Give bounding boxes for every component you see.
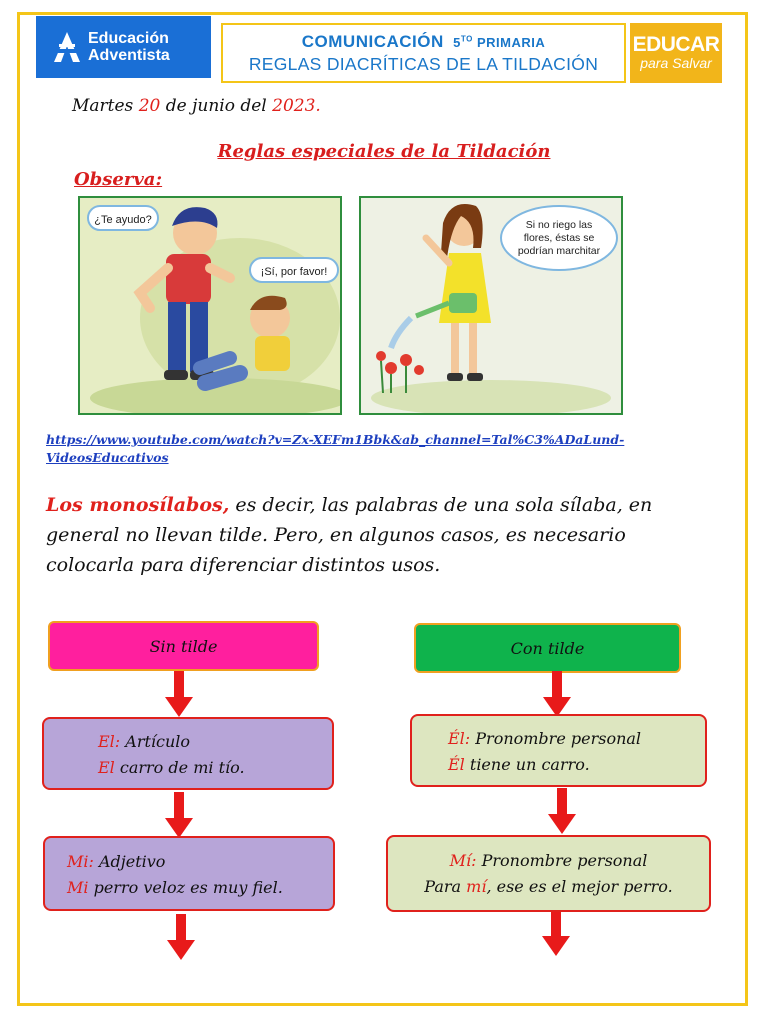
el-articulo-box [42, 717, 334, 790]
bubble-line-3: podrían marchitar [517, 245, 601, 257]
logo-line-1: Educación [88, 30, 169, 47]
down-arrow-icon [165, 671, 193, 717]
header-title-box [221, 23, 626, 83]
monosilabos-paragraph [46, 490, 686, 580]
bubble-te-ayudo: ¿Te ayudo? [94, 214, 152, 226]
el2-definition: Él: Pronombre personal [448, 729, 642, 748]
down-arrow-icon [543, 671, 571, 717]
educacion-adventista-logo [36, 16, 211, 78]
date-line: Martes 20 de junio del 2023. [72, 96, 321, 116]
educar-para-salvar-logo [630, 23, 722, 83]
sin-tilde-header: Sin tilde [48, 621, 319, 671]
logo-right-big: EDUCAR [632, 33, 720, 56]
mi-definition: Mi: Adjetivo [67, 852, 166, 871]
date-year: 2023. [272, 96, 321, 116]
logo-right-small: para Salvar [640, 55, 712, 71]
paragraph-body: es decir, las palabras de una sola sílaba, en general no llevan tilde. Pero, en algunos casos, es necesario colocarla para diferenciar distintos usos. [46, 494, 653, 576]
date-day: 20 [138, 96, 161, 116]
bubble-si-por-favor: ¡Sí, por favor! [260, 266, 328, 278]
el2-example: Él tiene un carro. [448, 755, 590, 774]
subject-title: COMUNICACIÓN [301, 32, 444, 51]
el-definition: El: Artículo [98, 732, 191, 751]
el-example: El carro de mi tío. [98, 758, 245, 777]
con-tilde-header: Con tilde [414, 623, 681, 673]
section-title: Reglas especiales de la Tildación [217, 141, 551, 162]
el-pronombre-box [410, 714, 707, 787]
header-title [223, 32, 624, 52]
paragraph-highlight: Los monosílabos, [46, 494, 230, 516]
grade: $5^{TO}$ PRIMARIA [453, 34, 546, 50]
down-arrow-icon [548, 788, 576, 834]
down-arrow-icon [165, 792, 193, 838]
observa-label: Observa: [74, 169, 163, 190]
logo-line-2: Adventista [88, 47, 170, 64]
down-arrow-icon [542, 910, 570, 956]
illustration-boy-helping [78, 196, 342, 415]
mi2-definition: Mí: Pronombre personal [449, 851, 648, 870]
adventista-a-icon [54, 32, 80, 62]
youtube-video-link[interactable]: https://www.youtube.com/watch?v=Zx-XEFm1Bbk&ab_channel=Tal%C3%ADaLund-VideosEducativos [46, 432, 625, 465]
down-arrow-icon [167, 914, 195, 960]
mi-example: Mi perro veloz es muy fiel. [67, 878, 283, 897]
illustration-girl-watering [359, 196, 623, 415]
header-subtitle: REGLAS DIACRÍTICAS DE LA TILDACIÓN [248, 54, 599, 74]
bubble-line-1: Si no riego las [525, 219, 593, 231]
mi-adjetivo-box [43, 836, 335, 911]
mi-pronombre-box [386, 835, 711, 912]
bubble-line-2: flores, éstas se [523, 232, 595, 244]
mi2-example: Para mí, ese es el mejor perro. [424, 877, 673, 896]
